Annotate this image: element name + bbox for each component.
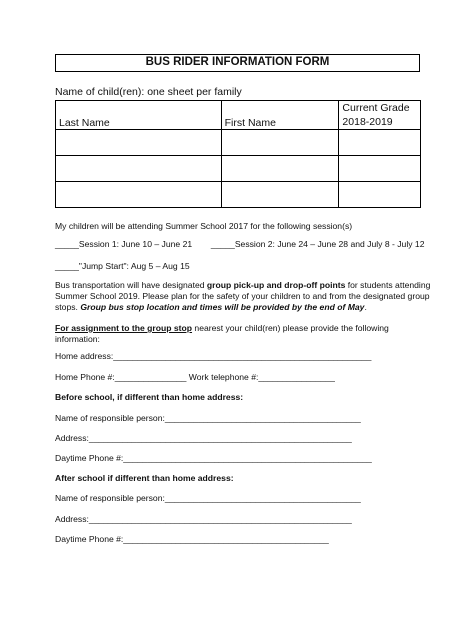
assignment-underlined: For assignment to the group stop	[55, 323, 193, 333]
cell-grade[interactable]	[339, 156, 421, 182]
assignment-paragraph	[55, 323, 435, 345]
header-last-name: Last Name	[56, 101, 222, 130]
cell-last-name[interactable]	[56, 182, 222, 208]
after-school-heading: After school if different than home address:	[55, 473, 234, 483]
cell-last-name[interactable]	[56, 130, 222, 156]
table-header-row	[56, 101, 421, 130]
header-current-grade	[339, 101, 421, 130]
before-address-field[interactable]: Address:_______________________________________________________	[55, 433, 352, 443]
session-1-line[interactable]	[55, 239, 424, 250]
transport-text-2: for students attending Summer School 2019. Please plan for the safety of your children to and from the designated group stops.	[55, 280, 431, 312]
sessions-intro: My children will be attending Summer School 2017 for the following session(s)	[55, 221, 353, 231]
transport-paragraph	[55, 280, 435, 313]
before-daytime-phone-field[interactable]: Daytime Phone #:____________________________________________________	[55, 453, 372, 463]
cell-grade[interactable]	[339, 182, 421, 208]
form-subtitle: Name of child(ren): one sheet per family	[55, 86, 242, 98]
transport-notice: Group bus stop location and times will be provided by the end of May	[80, 302, 365, 312]
header-first-name: First Name	[221, 101, 339, 130]
before-school-heading: Before school, if different than home address:	[55, 392, 244, 402]
after-address-field[interactable]: Address:_______________________________________________________	[55, 514, 352, 524]
cell-grade[interactable]	[339, 130, 421, 156]
table-row	[56, 130, 421, 156]
cell-last-name[interactable]	[56, 156, 222, 182]
home-phone-field[interactable]: Home Phone #:_______________ Work telephone #:________________	[55, 372, 335, 382]
session-1-text: _____Session 1: June 10 – June 21	[55, 239, 193, 249]
assignment-rest: nearest your child(ren) please provide the following information:	[55, 323, 389, 344]
cell-first-name[interactable]	[221, 182, 339, 208]
after-daytime-phone-field[interactable]: Daytime Phone #:___________________________________________	[55, 534, 329, 544]
transport-end: .	[364, 302, 367, 312]
header-grade-year: 2018-2019	[342, 116, 393, 128]
table-row	[56, 156, 421, 182]
after-responsible-person-field[interactable]: Name of responsible person:_________________________________________	[55, 493, 361, 503]
jump-start-line[interactable]: _____"Jump Start": Aug 5 – Aug 15	[55, 261, 190, 271]
transport-bold: group pick-up and drop-off points	[206, 280, 346, 290]
session-2-text: _____Session 2: June 24 – June 28 and July 8 - July 12	[210, 239, 425, 249]
cell-first-name[interactable]	[221, 156, 339, 182]
before-responsible-person-field[interactable]: Name of responsible person:_________________________________________	[55, 413, 361, 423]
header-grade-label: Current Grade	[342, 102, 410, 114]
cell-first-name[interactable]	[221, 130, 339, 156]
children-table	[55, 100, 421, 208]
form-title: BUS RIDER INFORMATION FORM	[55, 54, 420, 72]
table-row	[56, 182, 421, 208]
home-address-field[interactable]: Home address:______________________________________________________	[55, 351, 372, 361]
transport-text-1: Bus transportation will have designated	[55, 280, 207, 290]
